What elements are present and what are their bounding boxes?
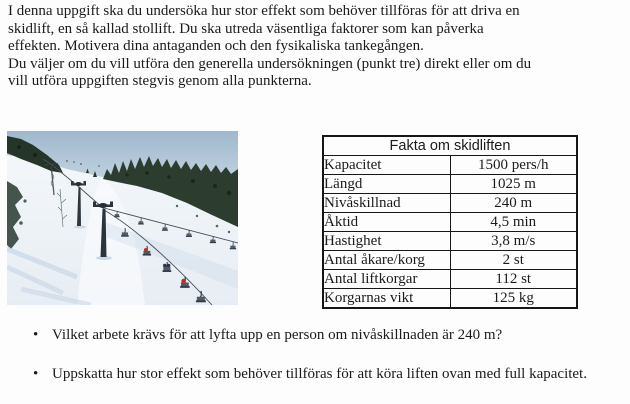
question-item — [33, 326, 595, 344]
question-text: Vilket arbete krävs för att lyfta upp en person om nivåskillnaden är 240 m? — [52, 327, 503, 343]
intro-line: effekten. Motivera dina antaganden och den fysikaliska tankegången. — [8, 38, 424, 55]
fact-label: Kapacitet — [323, 156, 450, 175]
bullet-icon: • — [33, 327, 39, 343]
table-row — [323, 156, 577, 175]
fact-label: Antal liftkorgar — [323, 270, 450, 289]
fact-value: 4,5 min — [450, 213, 577, 232]
fact-value: 3,8 m/s — [450, 232, 577, 251]
bullet-icon: • — [33, 366, 39, 382]
intro-line: I denna uppgift ska du undersöka hur stor effekt som behöver tillföras för att driva en — [8, 3, 520, 19]
table-title: Fakta om skidliften — [323, 136, 577, 156]
table-row — [323, 289, 577, 309]
fact-value: 1025 m — [450, 175, 577, 194]
facts-table — [322, 135, 578, 309]
table-row — [323, 194, 577, 213]
intro-line: vill utföra uppgiften stegvis genom alla punkterna. — [8, 73, 312, 90]
fact-value: 112 st — [450, 270, 577, 289]
question-item — [33, 365, 595, 383]
intro-line: skidlift, en så kallad stollift. Du ska utreda väsentliga faktorer som kan påverka — [8, 20, 484, 37]
intro-line: Du väljer om du vill utföra den generella undersökningen (punkt tre) direkt eller om du — [8, 55, 532, 72]
fact-label: Åktid — [323, 213, 450, 232]
table-row — [323, 213, 577, 232]
fact-label: Antal åkare/korg — [323, 251, 450, 270]
table-row — [323, 270, 577, 289]
question-text: Uppskatta hur stor effekt som behöver tillföras för att köra liften ovan med full kapacitet. — [52, 366, 587, 382]
fact-value: 240 m — [450, 194, 577, 213]
fact-value: 125 kg — [450, 289, 577, 309]
table-row — [323, 232, 577, 251]
intro-paragraph — [8, 3, 613, 91]
fact-label: Nivåskillnad — [323, 194, 450, 213]
table-row — [323, 251, 577, 270]
fact-value: 2 st — [450, 251, 577, 270]
fact-label: Korgarnas vikt — [323, 289, 450, 309]
question-list — [33, 326, 595, 404]
ski-lift-photo — [7, 131, 238, 305]
fact-label: Hastighet — [323, 232, 450, 251]
fact-label: Längd — [323, 175, 450, 194]
table-header-row — [323, 136, 577, 156]
fact-value: 1500 pers/h — [450, 156, 577, 175]
table-row — [323, 175, 577, 194]
